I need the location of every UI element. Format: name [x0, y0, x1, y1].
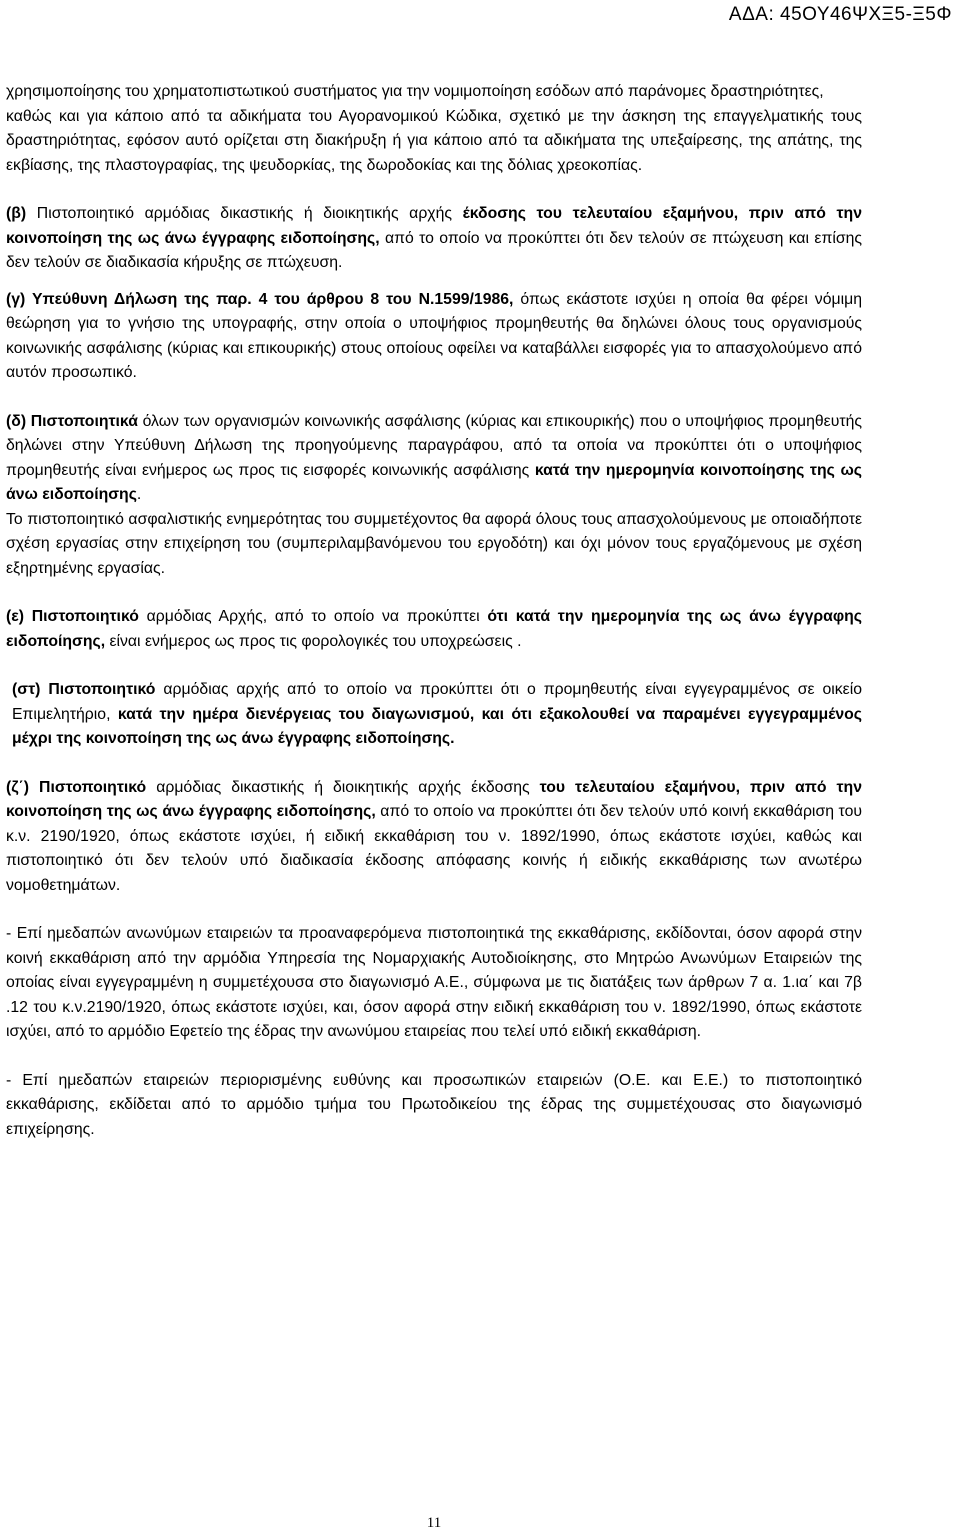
section-st-bold: κατά την ημέρα διενέργειας του διαγωνισμού, και ότι εξακολουθεί να παραμένει εγγεγραμμένος μέχρι της κοινοποίηση της ως άνω έγγραφης ειδοποίησης. [12, 705, 862, 747]
section-d-text-1: όλων των οργανισμών κοινωνικής ασφάλισης (κύριας και επικουρικής) που ο υποψήφιος προμηθευτής δηλώνει στην Υπεύθυνη Δήλωση της προηγούμενης παραγράφου, από τα οποία να προκύπτει ότι ο υποψήφιος προμηθευτής είναι ενήμερος ως προς τις εισφορές κοινωνικής ασφάλισης [6, 412, 862, 479]
section-e-text-2: είναι ενήμερος ως προς τις φορολογικές του υποχρεώσεις . [105, 632, 522, 650]
document-code: ΑΔΑ: 45ΟΥ46ΨΧΞ5-Ξ5Φ [728, 4, 952, 25]
section-e-heading: (ε) Πιστοποιητικό [6, 608, 139, 625]
section-z-text-2: από το οποίο να προκύπτει ότι δεν τελούν υπό κοινή εκκαθάριση του κ.ν. 2190/1920, όπως εκάστοτε ισχύει, ή ειδική εκκαθάριση του ν. 1892/1990, όπως εκάστοτε ισχύει, καθώς και πιστοποιητικό ότι δεν τελούν υπό διαδικασία έκδοσης απόφασης κοινής ή ειδικής εκκαθάρισης των ανωτέρω νομοθετημάτων. [6, 803, 862, 894]
section-e-text-1: αρμόδιας Αρχής, από το οποίο να προκύπτει [138, 608, 488, 625]
document-body [6, 80, 862, 1142]
section-z-paragraph [6, 776, 862, 899]
section-d-text-2: . [136, 486, 142, 503]
section-d-paragraph-2: Το πιστοποιητικό ασφαλιστικής ενημερότητας του συμμετέχοντος θα αφορά όλους τους απασχολούμενους με οποιαδήποτε σχέση εργασίας στην επιχείρηση του (συμπεριλαμβανόμενου του εργοδότη) και όχι μόνον τους εργαζόμενους με σχέση εξηρτημένης εργασίας. [6, 510, 862, 577]
section-b-bold-1: έκδοσης του τελευταίου εξαμήνου, πριν από την κοινοποίηση της ως άνω έγγραφης ειδοποίησης, [6, 205, 862, 247]
section-c-paragraph [6, 288, 862, 386]
section-e-paragraph [6, 605, 862, 654]
section-b-lead: (β) [6, 205, 27, 222]
section-z-bold: του τελευταίου εξαμήνου, πριν από την κοινοποίηση της ως άνω έγγραφης ειδοποίησης, [6, 778, 862, 820]
page-number: 11 [426, 1515, 442, 1531]
section-b-text-2: από το οποίο να προκύπτει ότι δεν τελούν σε πτώχευση και επίσης δεν τελούν σε διαδικασία κήρυξης σε πτώχευση. [6, 229, 862, 271]
section-d-paragraph [6, 410, 862, 508]
section-st-heading: (στ) Πιστοποιητικό [12, 681, 156, 698]
section-c-heading: (γ) Υπεύθυνη Δήλωση της παρ. 4 του άρθρου 8 του Ν.1599/1986, [6, 290, 514, 308]
section-st-text: αρμόδιας αρχής από το οποίο να προκύπτει ότι ο προμηθευτής είναι εγγεγραμμένος σε οικείο Επιμελητήριο, [12, 681, 863, 723]
section-d-bold: κατά την ημερομηνία κοινοποίησης της ως άνω ειδοποίησης [6, 461, 863, 503]
intro-paragraph-1: χρησιμοποίησης του χρηματοπιστωτικού συστήματος για την νομιμοποίηση εσόδων από παράνομες δραστηριότητες, [6, 83, 824, 100]
section-e-bold: ότι κατά την ημερομηνία της ως άνω έγγραφης ειδοποίησης, [6, 608, 863, 650]
section-b-text-1: Πιστοποιητικό αρμόδιας δικαστικής ή διοικητικής αρχής [26, 205, 463, 222]
section-d-heading: (δ) Πιστοποιητικά [6, 412, 138, 430]
section-st-paragraph [6, 678, 862, 752]
bullet-paragraph-2: - Επί ημεδαπών εταιρειών περιορισμένης ευθύνης και προσωπικών εταιρειών (Ο.Ε. και Ε.Ε.) το πιστοποιητικό εκκαθάρισης, εκδίδεται από το αρμόδιο τμήμα του Πρωτοδικείου της έδρας της συμμετέχουσας στο διαγωνισμό επιχείρησης. [6, 1071, 862, 1138]
intro-paragraph-2: καθώς και για κάποιο από τα αδικήματα του Αγορανομικού Κώδικα, σχετικό με την άσκηση της επαγγελματικής τους δραστηριότητας, εφόσον αυτό ορίζεται στη διακήρυξη ή για κάποιο από τα αδικήματα της υπεξαίρεσης, της απάτης, της εκβίασης, της πλαστογραφίας, της ψευδορκίας, της δωροδοκίας και της δόλιας χρεοκοπίας. [6, 107, 862, 174]
section-b-paragraph [6, 202, 862, 276]
section-z-text-1: αρμόδιας δικαστικής ή διοικητικής αρχής έκδοσης [146, 778, 540, 796]
section-z-heading: (ζ΄) Πιστοποιητικό [6, 778, 147, 796]
section-c-text: όπως εκάστοτε ισχύει η οποία θα φέρει νόμιμη θεώρηση για το γνήσιο της υπογραφής, στην οποία ο υποψήφιος προμηθευτής θα δηλώνει όλους τους οργανισμούς κοινωνικής ασφάλισης (κύριας και επικουρικής) στους οποίους οφείλει να καταβάλλει εισφορές για το απασχολούμενο από αυτόν προσωπικό. [6, 290, 862, 381]
bullet-paragraph-1: - Επί ημεδαπών ανωνύμων εταιρειών τα προαναφερόμενα πιστοποιητικά της εκκαθάρισης, εκδίδονται, όσον αφορά στην κοινή εκκαθάριση από την αρμόδια Υπηρεσία της Νομαρχιακής Αυτοδιοίκησης, στο Μητρώο Ανωνύμων Εταιρειών της οποίας είναι εγγεγραμμένη η συμμετέχουσα στο διαγωνισμό Α.Ε., σύμφωνα με τις διατάξεις των άρθρων 7 α. 1.ια΄ και 7β .12 του κ.ν.2190/1920, όπως εκάστοτε ισχύει, και, όσον αφορά στην ειδική εκκαθάριση του ν. 1892/1990, όπως εκάστοτε ισχύει, από το αρμόδιο Εφετείο της έδρας την ανωνύμου εταιρείας που τελεί υπό ειδική εκκαθάριση. [6, 925, 862, 1040]
